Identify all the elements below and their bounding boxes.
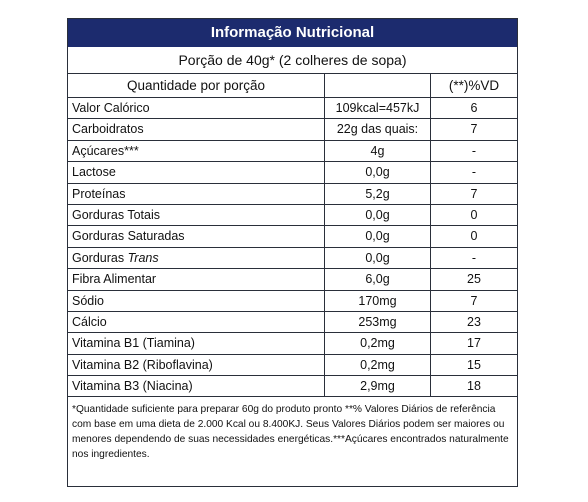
nutrient-vd: 0 — [470, 207, 478, 222]
header-quantity: Quantidade por porção — [68, 74, 325, 97]
nutrient-name — [68, 205, 325, 225]
nutrient-vd: - — [471, 143, 477, 158]
table-row — [68, 312, 517, 333]
nutrient-name-text: Gorduras Saturadas — [72, 229, 185, 244]
table-row — [68, 141, 517, 162]
nutrient-vd: 6 — [470, 101, 478, 115]
label-title: Informação Nutricional — [68, 19, 517, 47]
nutrient-name-text: Fibra Alimentar — [72, 272, 157, 287]
nutrient-amount: 4g — [325, 141, 431, 161]
nutrient-name — [68, 98, 325, 118]
nutrient-name-text: Carboidratos — [72, 122, 144, 137]
nutrient-vd: 0 — [470, 229, 478, 244]
nutrient-name — [68, 184, 325, 204]
nutrient-name — [68, 141, 325, 161]
nutrient-vd: 15 — [467, 357, 481, 372]
nutrient-amount: 253mg — [325, 312, 431, 332]
nutrient-name-text: Gorduras — [72, 250, 128, 265]
nutrient-amount: 0,2mg — [325, 355, 431, 375]
nutrient-name-text: Valor Calórico — [72, 101, 150, 115]
nutrient-vd: - — [471, 250, 477, 265]
nutrient-name — [68, 269, 325, 289]
portion-size: Porção de 40g* (2 colheres de sopa) — [68, 47, 517, 74]
nutrient-amount: 0,0g — [325, 226, 431, 246]
table-row — [68, 184, 517, 205]
table-row — [68, 248, 517, 269]
nutrient-amount: 0,0g — [325, 162, 431, 182]
nutrient-vd: 17 — [467, 336, 481, 351]
nutrient-name-text: Cálcio — [72, 314, 107, 329]
header-vd: (**)%VD — [448, 78, 500, 93]
nutrient-name — [68, 226, 325, 246]
nutrient-vd: - — [471, 165, 477, 180]
nutrient-name — [68, 248, 325, 268]
nutrient-name — [68, 119, 325, 139]
table-header-row — [68, 74, 517, 98]
table-row — [68, 119, 517, 140]
nutrient-amount: 0,2mg — [325, 333, 431, 353]
nutrient-vd: 25 — [467, 272, 481, 287]
header-amount-blank — [325, 74, 431, 97]
table-row — [68, 162, 517, 183]
table-row — [68, 226, 517, 247]
nutrient-name — [68, 291, 325, 311]
nutrient-name-italic: Trans — [127, 250, 159, 265]
table-row — [68, 205, 517, 226]
nutrient-name — [68, 355, 325, 375]
nutrient-name-text: Vitamina B1 (Tiamina) — [72, 336, 195, 351]
nutrient-name-text: Açúcares*** — [72, 143, 139, 158]
nutrient-amount: 5,2g — [325, 184, 431, 204]
nutrient-amount: 2,9mg — [325, 376, 431, 396]
nutrient-name — [68, 312, 325, 332]
nutrient-vd: 7 — [470, 186, 478, 201]
nutrient-rows — [68, 98, 517, 397]
nutrient-vd: 7 — [470, 122, 478, 137]
nutrient-amount: 0,0g — [325, 205, 431, 225]
nutrient-amount: 109kcal=457kJ — [325, 98, 431, 118]
table-row — [68, 355, 517, 376]
nutrient-name — [68, 376, 325, 396]
nutrient-vd: 7 — [470, 293, 478, 308]
nutrient-name — [68, 162, 325, 182]
nutrient-vd: 18 — [467, 379, 481, 394]
table-row — [68, 333, 517, 354]
nutrient-vd: 23 — [467, 314, 481, 329]
nutrient-name-text: Sódio — [72, 293, 104, 308]
footnote: *Quantidade suficiente para preparar 60g do produto pronto **% Valores Diários de referência com base em uma dieta de 2.000 Kcal ou 8.400KJ. Seus Valores Diários podem ser maiores ou menores dependendo de suas necessidades energéticas.***Açúcares encontrados naturalmente nos ingredientes. — [72, 404, 509, 461]
nutrient-name-text: Lactose — [72, 165, 116, 180]
nutrition-facts-label — [67, 18, 518, 487]
table-row — [68, 376, 517, 397]
nutrient-name-text: Vitamina B3 (Niacina) — [72, 379, 193, 394]
table-row — [68, 291, 517, 312]
nutrient-amount: 6,0g — [325, 269, 431, 289]
nutrient-name-text: Proteínas — [72, 186, 126, 201]
table-row — [68, 98, 517, 119]
nutrient-name-text: Vitamina B2 (Riboflavina) — [72, 357, 213, 372]
table-row — [68, 269, 517, 290]
nutrient-amount: 170mg — [325, 291, 431, 311]
nutrient-name — [68, 333, 325, 353]
nutrient-name-text: Gorduras Totais — [72, 207, 161, 222]
nutrient-amount: 22g das quais: — [325, 119, 431, 139]
nutrient-amount: 0,0g — [325, 248, 431, 268]
